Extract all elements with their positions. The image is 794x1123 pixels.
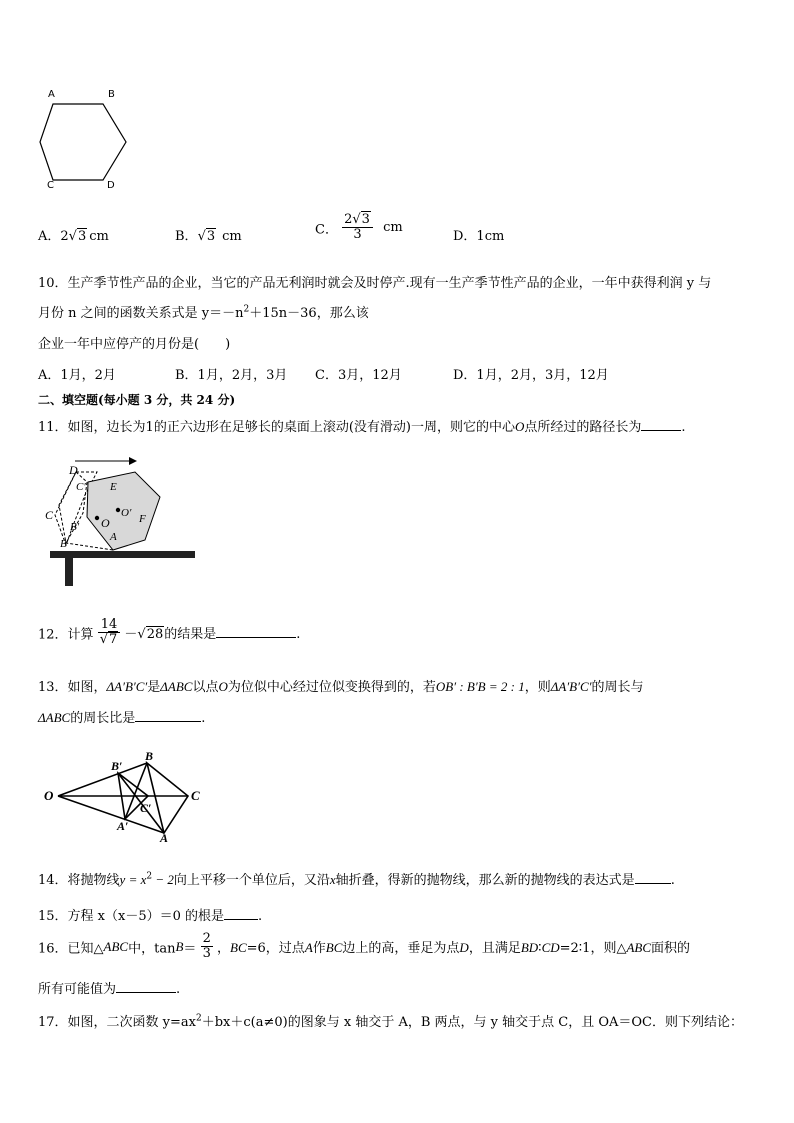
fig11-label-c-prime: C′: [76, 481, 86, 493]
q15-blank: [224, 907, 258, 920]
fig11-label-f: F: [139, 513, 146, 525]
fig13-label-c-prime: C′: [140, 801, 152, 815]
q12-end: .: [296, 627, 301, 643]
q13-b: 是: [147, 680, 161, 695]
q9-option-c-num-rad: 3: [361, 212, 370, 227]
q16-dv: D: [459, 940, 469, 956]
fig13-label-b-prime: B′: [111, 759, 123, 773]
q14-sup: 2: [146, 871, 153, 882]
q11-text: [38, 416, 686, 435]
fig11-label-o: O: [101, 516, 110, 530]
q9-option-c-fraction: $\frac{2√3}{3}$: [342, 213, 373, 243]
q13-a: 13．如图，: [38, 680, 107, 695]
q14-a: 14．将抛物线: [38, 873, 120, 888]
q10-option-b: B．1月，2月，3月: [175, 368, 288, 383]
q13-d: 为位似中心经过位似变换得到的，若: [227, 680, 436, 695]
q17-b: ＋bx＋c(a≠0)的图象与 x 轴交于 A，B 两点，与 y 轴交于点 C，且 OA＝OC．则下列结论：: [201, 1015, 743, 1030]
q16-bc: BC: [230, 940, 247, 956]
q14-expr2: − 2: [152, 872, 174, 887]
fig13-label-b: B: [145, 749, 154, 763]
q16-av: A: [304, 940, 313, 956]
q14-x: x: [329, 872, 336, 887]
q12-rad: 28: [146, 627, 164, 643]
q9-option-c-prefix: C．: [315, 222, 338, 238]
q16-fraction: [201, 932, 213, 962]
q9-option-c: [315, 213, 403, 243]
q11-text-b: 点所经过的路径长为: [524, 420, 642, 435]
q12-text: 12．计算 $\frac{14}{√7}$ －√28的结果是 .: [38, 617, 301, 648]
q10-line1: 10．生产季节性产品的企业，当它的产品无利润时就会及时停产.现有一生产季节性产品的企业，一年中获得利润 y 与: [38, 276, 712, 291]
q14-b: 向上平移一个单位后，又沿: [173, 873, 330, 888]
fig11-label-d: D: [69, 463, 78, 477]
q16-num: 2: [202, 931, 211, 946]
q10-option-a: A．1月，2月: [38, 368, 116, 383]
q10-option-d: D．1月，2月，3月，12月: [453, 368, 609, 383]
q16-h: ，且满足: [468, 941, 521, 957]
fig13-label-c: C: [191, 788, 200, 803]
q11-blank: [641, 418, 681, 431]
hexagon-shape: [40, 104, 126, 180]
q9-option-d: D．1cm: [453, 229, 505, 244]
hexagon-label-d: D: [107, 180, 115, 191]
q13-f: 的周长与: [591, 680, 644, 695]
q16-blank: [116, 980, 176, 993]
q13-e: ，则: [524, 680, 551, 695]
q13-h: 的周长比是: [70, 711, 136, 726]
fig11-label-c: C: [45, 508, 54, 522]
q13-g: ΔABC: [38, 710, 71, 725]
q16-line1: [38, 932, 690, 962]
q16-end: .: [176, 982, 181, 997]
q16-b: 中，tan: [128, 941, 176, 957]
q13-tri2: ΔABC: [160, 679, 193, 694]
q13-tri3: ΔA′B′C′: [550, 679, 592, 694]
q17-a: 17．如图，二次函数 y=ax: [38, 1015, 196, 1030]
q16-bd: BD: [520, 940, 539, 956]
section2-title: 二、填空题(每小题 3 分，共 24 分): [38, 393, 236, 407]
q16-j: =2∶1，则△: [559, 941, 627, 957]
q16-bv: B: [175, 938, 184, 954]
q10-option-c: C．3月，12月: [315, 368, 402, 383]
q14-blank: [635, 871, 671, 884]
q9-option-c-num-coef: 2: [344, 212, 353, 227]
q13-line1: [38, 676, 643, 695]
q11-end: .: [681, 420, 686, 435]
hexagon-label-b: B: [108, 89, 115, 100]
q10-line2-b: ＋15n－36，那么该: [249, 306, 369, 321]
q15-text: [38, 905, 262, 924]
q14-expr: y = x: [119, 872, 147, 887]
q13-line2: [38, 707, 205, 726]
q10-line3: 企业一年中应停产的月份是( ): [38, 337, 231, 352]
q16-e: =6，过点: [246, 941, 305, 957]
q10-line2-a: 月份 n 之间的函数关系式是 y＝－n: [38, 306, 244, 321]
q13-end: .: [201, 711, 206, 726]
q16-a: 16．已知△: [38, 941, 104, 957]
fig11-label-a: A: [110, 531, 117, 543]
hexagon-label-a: A: [48, 89, 55, 100]
q9-option-b-prefix: B．: [175, 229, 198, 244]
q12-minus: －: [124, 627, 138, 643]
q12-suffix: 的结果是: [164, 627, 217, 643]
q11-text-a: 11．如图，边长为1的正六边形在足够长的桌面上滚动(没有滑动)一周，则它的中心: [38, 420, 515, 435]
q9-option-b-unit: cm: [222, 229, 242, 244]
q9-option-b: B．√3 cm: [175, 229, 242, 244]
q16-f: 作: [312, 941, 326, 957]
q16-abc: ABC: [103, 938, 129, 954]
q16-den: 3: [202, 946, 211, 962]
q16-c: ＝: [183, 941, 197, 957]
hexagon-figure: [30, 82, 140, 194]
q13-tri1: ΔA′B′C′: [106, 679, 148, 694]
q13-o: O: [218, 679, 228, 694]
q12-num: 14: [98, 618, 121, 633]
q9-option-b-radicand: 3: [206, 229, 216, 244]
q14-c: 轴折叠，得新的抛物线，那么新的抛物线的表达式是: [335, 873, 635, 888]
fig13-label-a-prime: A′: [117, 819, 129, 833]
q13-blank: [135, 709, 201, 722]
q10-line2-sup: 2: [243, 304, 250, 315]
q9-option-a-unit: cm: [89, 229, 109, 244]
q9-option-a-prefix: A．2: [38, 229, 69, 244]
q17-text: [38, 1011, 743, 1030]
q16-i: ∶: [538, 941, 542, 957]
q14-text: [38, 869, 675, 888]
q10-line2: [38, 302, 369, 321]
q11-o: O: [514, 419, 525, 434]
q9-option-a: A．2√3 cm: [38, 229, 109, 244]
fig11-label-e: E: [110, 481, 117, 493]
q12-prefix: 12．计算: [38, 627, 94, 643]
q13-ratio: OB′ : B′B = 2 : 1: [435, 679, 525, 694]
q16-cd: CD: [541, 940, 560, 956]
fig13-label-o: O: [44, 788, 54, 803]
q15-end: .: [258, 909, 263, 924]
q12-den-rad: 7: [108, 632, 118, 648]
q15-text-body: 15．方程 x（x－5）＝0 的根是: [38, 909, 225, 924]
q16-line2: [38, 978, 180, 997]
q9-option-a-radicand: 3: [77, 229, 87, 244]
q16-d: ，: [217, 941, 231, 957]
q16-bc2: BC: [325, 940, 343, 956]
q16-abc2: ABC: [626, 940, 652, 956]
q13-c: 以点: [192, 680, 219, 695]
q12-fraction: $\frac{14}{√7}$: [98, 618, 121, 648]
fig11-label-o-prime: O′: [121, 507, 132, 519]
fig11-label-b: B: [60, 538, 67, 550]
fig11-label-b-prime: B′: [70, 521, 80, 533]
q16-g: 边上的高，垂足为点: [342, 941, 460, 957]
q12-blank: [216, 625, 296, 638]
hexagon-label-c: C: [47, 180, 54, 191]
q9-option-c-den: 3: [353, 227, 362, 243]
q14-end: .: [670, 873, 675, 888]
q16-line2-text: 所有可能值为: [38, 982, 117, 997]
fig13-label-a: A: [160, 831, 169, 845]
q16-k: 面积的: [651, 941, 691, 957]
q9-option-c-unit: cm: [383, 220, 403, 236]
q17-sup: 2: [196, 1013, 202, 1024]
